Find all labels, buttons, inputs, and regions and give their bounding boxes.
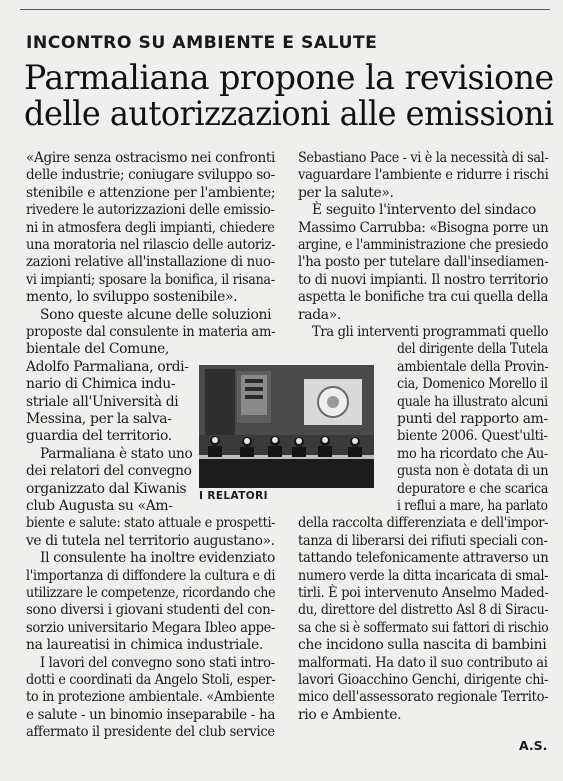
text-line: zazioni relative all'installazione di nuo- xyxy=(26,254,275,271)
text-line: «Agire senza ostracismo nei confronti xyxy=(26,150,276,166)
text-line: Il consulente ha inoltre evidenziato xyxy=(40,550,275,567)
text-line: vaguardare l'ambiente e ridurre i rischi xyxy=(298,167,549,184)
text-line: cia, Domenico Morello il xyxy=(397,376,548,393)
headline-line: delle autorizzazioni alle emissioni xyxy=(24,94,554,134)
text-line: Parmaliana è stato uno xyxy=(40,445,193,462)
text-line: biente 2006. Quest'ulti- xyxy=(397,428,548,445)
text-line: organizzato dal Kiwanis xyxy=(26,480,187,497)
text-line: biente e salute: stato attuale e prospetti- xyxy=(26,515,276,532)
text-line: rivedere le autorizzazioni delle emissio- xyxy=(26,202,275,219)
text-line: vi impianti; sposare la bonifica, il risana- xyxy=(26,271,275,288)
top-rule xyxy=(20,9,550,10)
article-headline xyxy=(24,60,559,132)
text-line: Massimo Carrubba: «Bisogna porre un xyxy=(298,219,549,236)
text-line: dei relatori del convegno xyxy=(26,463,192,480)
text-line: lavori Gioacchino Genchi, dirigente chi- xyxy=(298,672,549,688)
text-line: È seguito l'intervento del sindaco xyxy=(312,202,536,219)
text-line: quale ha illustrato alcuni xyxy=(397,393,548,410)
text-line: bientale del Comune, xyxy=(26,341,170,358)
text-line: argine, e l'amministrazione che presiedo xyxy=(298,237,549,253)
text-line: aspetta le bonifiche tra cui quella della xyxy=(298,289,549,306)
text-line: na laureatisi in chimica industriale. xyxy=(26,637,263,654)
text-line: du, direttore del distretto Asl 8 di Siracu- xyxy=(298,602,549,619)
text-line: affermato il presidente del club service xyxy=(26,724,275,741)
photo-caption: I RELATORI xyxy=(199,490,268,502)
text-line: Tra gli interventi programmati quello xyxy=(312,324,549,340)
text-line: mico dell'assessorato regionale Territo- xyxy=(298,689,549,706)
text-line: I lavori del convegno sono stati intro- xyxy=(40,654,275,671)
text-line: malformati. Ha dato il suo contributo ai xyxy=(298,654,548,671)
text-line: della raccolta differenziata e dell'impor- xyxy=(298,515,549,532)
text-line: utilizzare le competenze, ricordando che xyxy=(26,585,276,601)
text-line: e salute - un binomio inseparabile - ha xyxy=(26,706,276,723)
text-line: delle industrie; coniugare sviluppo so- xyxy=(26,167,275,184)
text-line: ambientale della Provin- xyxy=(397,358,549,375)
text-line: Adolfo Parmaliana, ordi- xyxy=(26,358,189,375)
text-line: tattando telefonicamente attraverso un xyxy=(298,550,549,567)
headline-line: Parmaliana propone la revisione xyxy=(24,58,554,98)
text-line: mento, lo sviluppo sostenibile». xyxy=(26,289,238,306)
text-line: del dirigente della Tutela xyxy=(397,341,548,358)
text-line: una moratoria nel rilascio delle autoriz- xyxy=(26,237,276,253)
text-line: guardia del territorio. xyxy=(26,428,172,445)
text-line: l'ha posto per tutelare dall'insediamen- xyxy=(298,254,549,271)
conference-photo xyxy=(199,365,374,488)
text-line: numero verde la ditta incaricata di smal- xyxy=(298,567,549,584)
text-line: tirli. È poi intervenuto Anselmo Maded- xyxy=(298,585,549,601)
text-line: depuratore e che scarica xyxy=(397,480,549,497)
text-line: proposte dal consulente in materia am- xyxy=(26,324,276,340)
text-line: rio e Ambiente. xyxy=(298,706,402,723)
text-line: to in protezione ambientale. «Ambiente xyxy=(26,689,275,706)
text-line: ni in atmosfera degli impianti, chiedere xyxy=(26,219,275,236)
text-line: punti del rapporto am- xyxy=(397,411,548,427)
text-line: sono diversi i giovani studenti del con- xyxy=(26,602,275,619)
text-line: sorzio universitario Megara Ibleo appe- xyxy=(26,619,276,636)
text-line: Messina, per la salva- xyxy=(26,411,172,427)
author-signature: A.S. xyxy=(519,738,548,753)
text-line: rada». xyxy=(298,306,341,323)
text-line: striale all'Università di xyxy=(26,393,179,410)
text-line: dotti e coordinati da Angelo Stoli, esper- xyxy=(26,672,276,688)
text-line: l'importanza di diffondere la cultura e di xyxy=(26,567,276,584)
text-line: nario di Chimica indu- xyxy=(26,376,176,393)
text-line: to di nuovi impianti. Il nostro territorio xyxy=(298,271,549,288)
text-line: ve di tutela nel territorio augustano». xyxy=(26,532,275,549)
text-line: Sebastiano Pace - vi è la necessità di sal- xyxy=(298,150,549,166)
text-line: i reflui a mare, ha parlato xyxy=(397,498,548,514)
text-line: tanza di liberarsi dei rifiuti speciali con- xyxy=(298,532,548,549)
text-line: gusta non è dotata di un xyxy=(397,463,549,480)
article-kicker: INCONTRO SU AMBIENTE E SALUTE xyxy=(26,33,378,53)
text-line: club Augusta su «Am- xyxy=(26,498,173,514)
text-line: che incidono sulla nascita di bambini xyxy=(298,637,547,654)
text-line: per la salute». xyxy=(298,184,394,201)
text-line: sa che si è soffermato sui fattori di rischio xyxy=(298,619,549,636)
text-line: stenibile e attenzione per l'ambiente; xyxy=(26,184,276,201)
text-line: mo ha ricordato che Au- xyxy=(397,445,548,462)
conference-photo-image xyxy=(199,365,374,488)
text-line: Sono queste alcune delle soluzioni xyxy=(40,306,272,323)
